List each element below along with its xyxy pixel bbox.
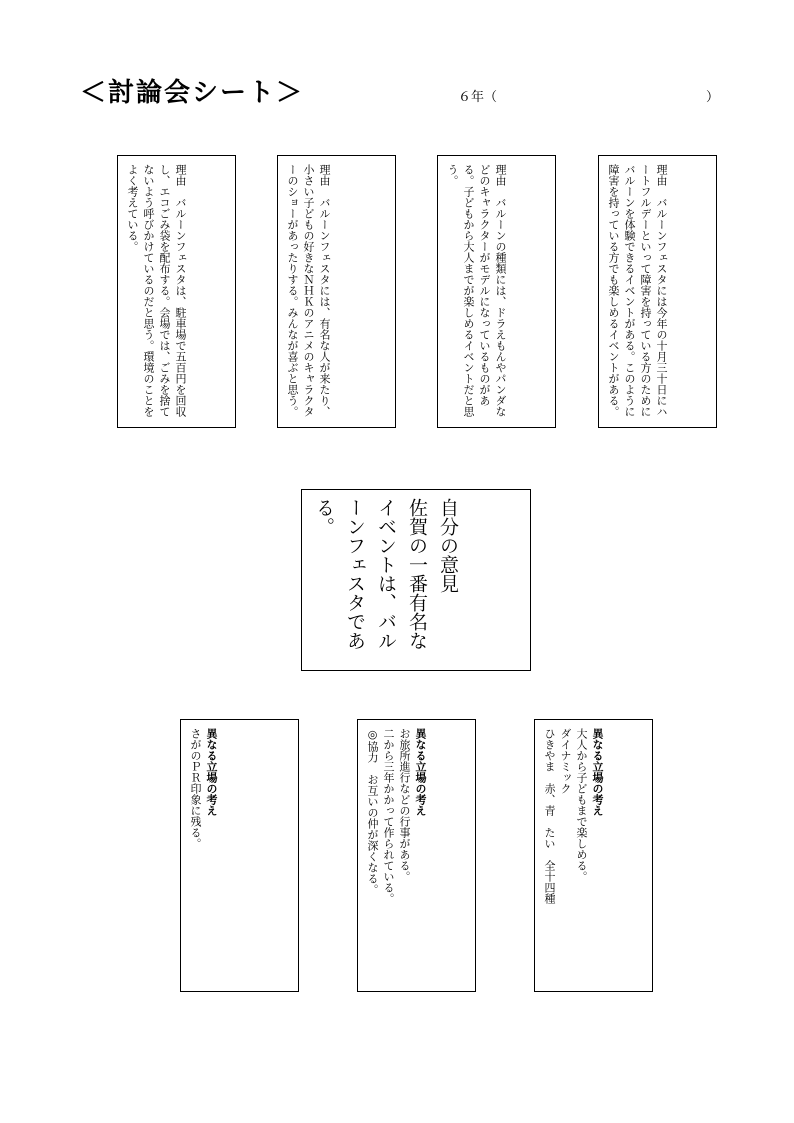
reason-box-4 xyxy=(117,155,236,428)
different-view-line: お旅所進行などの行事がある。 xyxy=(398,728,411,882)
opinion-heading: 自分の意見 xyxy=(437,498,459,593)
reason-label: 理由 xyxy=(318,164,331,186)
grade-close: ） xyxy=(706,90,720,105)
reason-box-1 xyxy=(598,155,717,428)
different-view-heading: 異なる立場の考え xyxy=(591,728,604,816)
reason-label: 理由 xyxy=(494,164,507,186)
reason-label: 理由 xyxy=(174,164,187,186)
reason-label: 理由 xyxy=(655,164,668,186)
reason-box-3 xyxy=(277,155,396,428)
different-view-line: ◎協力 お互いの仲が深くなる。 xyxy=(366,728,379,895)
different-view-heading: 異なる立場の考え xyxy=(414,728,427,816)
reason-body: バルーンフェスタは、駐車場で五百円を回収し、エコごみ袋を配布する。会場では、ごみを捨てないよう呼びかけているのだと思う。環境のことをよく考えている。 xyxy=(126,164,187,417)
opinion-box xyxy=(301,489,531,671)
different-view-text xyxy=(358,720,434,991)
reason-body: バルーンフェスタには、有名な人が来たり、小さい子どもの好きなＮＨＫのアニメのキャラクターのショーがあったりする。みんなが喜ぶと思う。 xyxy=(286,164,331,417)
reason-text xyxy=(599,156,677,427)
different-view-box-2 xyxy=(357,719,476,992)
different-view-heading: 異なる立場の考え xyxy=(205,728,218,816)
different-view-box-3 xyxy=(180,719,299,992)
different-view-text xyxy=(181,720,225,991)
reason-body: バルーンフェスタには今年の十月三十日にハートフルデーといって障害を持っている方のためにバルーンを体験できるイベントがある。このように障害を持っている方でも楽しめるイベントがある。 xyxy=(607,164,668,417)
reason-text xyxy=(438,156,516,427)
opinion-text xyxy=(302,490,469,670)
reason-text xyxy=(118,156,196,427)
different-view-line: ひきやま 赤、青 たい 全十四種 xyxy=(543,728,556,904)
page-title: ＜討論会シート＞ xyxy=(80,78,305,108)
opinion-body: 佐賀の一番有名なイベントは、バルーンフェスタである。 xyxy=(313,498,428,650)
different-view-box-1 xyxy=(534,719,653,992)
reason-text xyxy=(278,156,340,427)
grade-label: ６年（ xyxy=(458,90,498,105)
reason-box-2 xyxy=(437,155,556,428)
different-view-text xyxy=(535,720,611,991)
different-view-line: 二から三年かかって作られている。 xyxy=(382,728,395,904)
different-view-line: 大人から子どもまで楽しめる。 xyxy=(575,728,588,882)
different-view-line: ダイナミック xyxy=(559,728,572,794)
reason-body: バルーンの種類には、ドラえもんやパンダなどのキャラクターがモデルになっているものがある。子どもから大人までが楽しめるイベントだと思う。 xyxy=(446,164,507,417)
different-view-line: さがのＰＲ印象に残る。 xyxy=(189,728,202,849)
